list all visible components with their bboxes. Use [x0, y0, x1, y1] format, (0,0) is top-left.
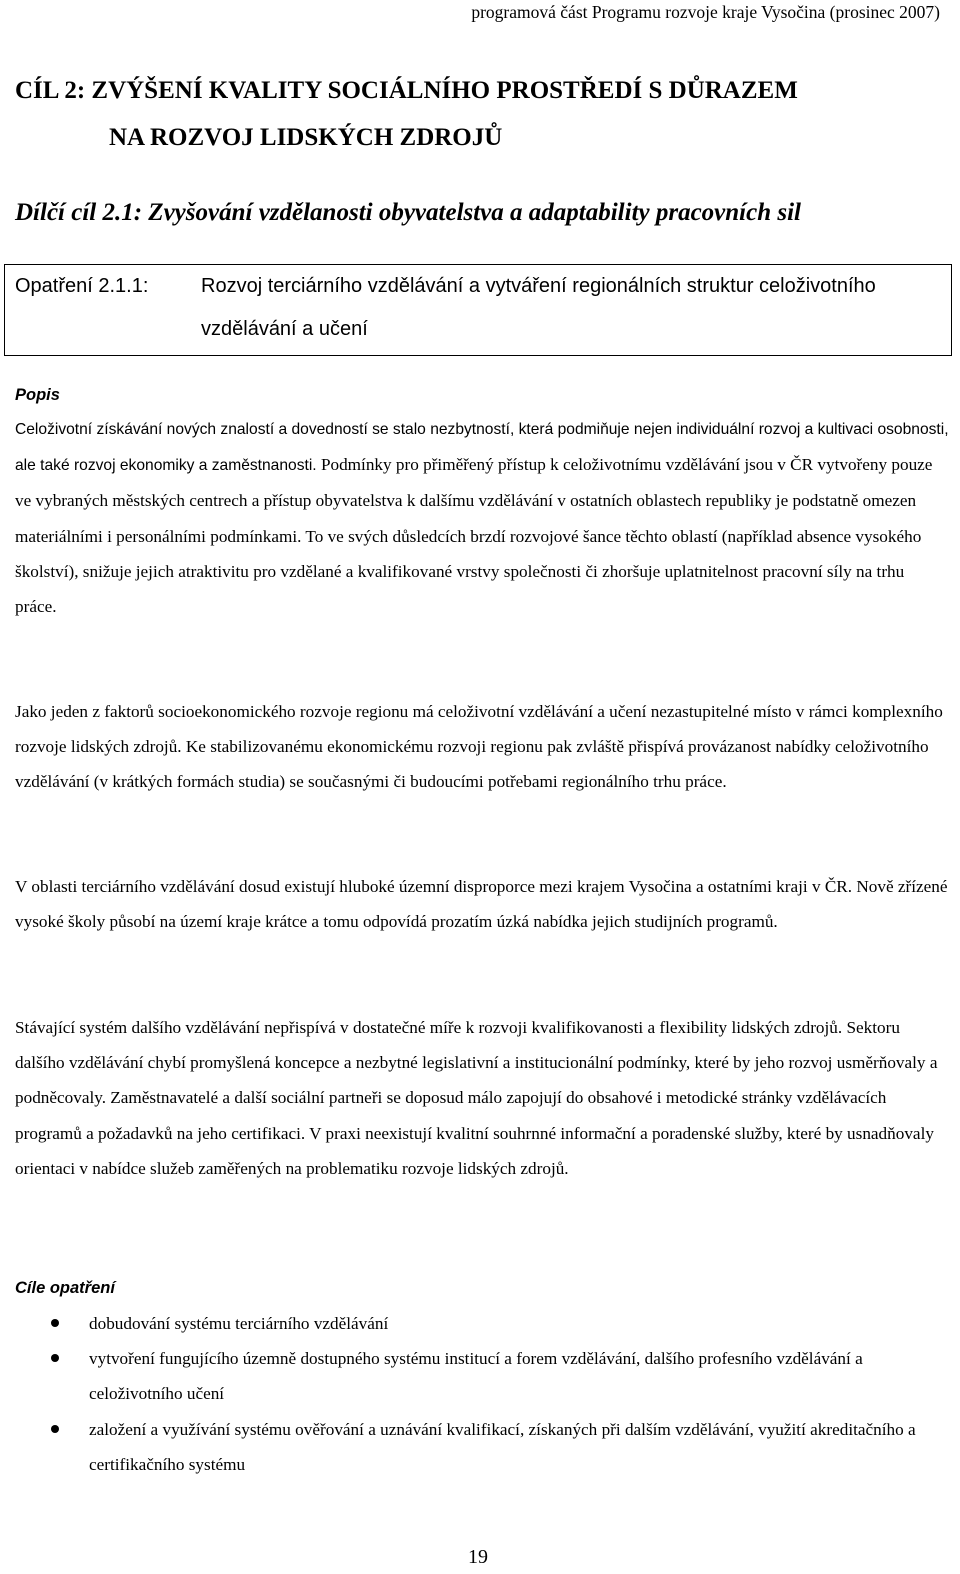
list-item [0, 1306, 950, 1341]
description-heading: Popis [15, 386, 60, 404]
measure-text: Rozvoj terciárního vzdělávání a vytváření regionálních struktur celoživotního vzdělávání a učení [201, 275, 876, 340]
bullet-icon [51, 1319, 59, 1327]
goal-title [15, 67, 945, 161]
objectives-heading: Cíle opatření [15, 1279, 115, 1297]
page-number: 19 [468, 1546, 488, 1568]
list-item-text: založení a využívání systému ověřování a uznávání kvalifikací, získaných při dalším vzdělávání, využití akreditačního a certifikačního systému [89, 1419, 916, 1474]
description-paragraph-1-serif: Podmínky pro přiměřený přístup k celoživotnímu vzdělávání jsou v ČR vytvořeny pouze ve vybraných městských centrech a přístup obyvatelstva k dalšímu vzdělávání v ostatních oblastech republiky je podstatně omezen materiálními i personálními podmínkami. To ve svých důsledcích brzdí rozvojové šance těchto oblastí (například absence vysokého školství), snižuje jejich atraktivitu pro vzdělané a kvalifikované vrstvy společnosti či zhoršuje uplatnitelnost pracovní síly na trhu práce. [15, 455, 933, 617]
description-paragraph-2: Jako jeden z faktorů socioekonomického rozvoje regionu má celoživotní vzdělávání a učení nezastupitelné místo v rámci komplexního rozvoje lidských zdrojů. Ke stabilizovanému ekonomickému rozvoji regionu pak zvláště přispívá provázanost nabídky celoživotního vzdělávání (v krátkých formách studia) se současnými či budoucími potřebami regionálního trhu práce. [15, 702, 943, 792]
description-paragraph-3: V oblasti terciárního vzdělávání dosud existují hluboké územní disproporce mezi krajem Vysočina a ostatními kraji v ČR. Nově zřízené vysoké školy působí na území kraje krátce a tomu odpovídá prozatím úzká nabídka jejich studijních programů. [15, 877, 948, 932]
subgoal-title: Dílčí cíl 2.1: Zvyšování vzdělanosti obyvatelstva a adaptability pracovních sil [15, 199, 801, 226]
bullet-icon [51, 1354, 59, 1362]
description-paragraph-4: Stávající systém dalšího vzdělávání nepřispívá v dostatečné míře k rozvoji kvalifikovanosti a flexibility lidských zdrojů. Sektoru dalšího vzdělávání chybí promyšlená koncepce a nezbytné legislativní a institucionální podmínky, které by jeho rozvoj usměrňovaly a podněcovaly. Zaměstnavatelé a další sociální partneři se doposud málo zapojují do obsahové i metodické stránky vzdělávacích programů a požadavků na jeho certifikaci. V praxi neexistují kvalitní souhrnné informační a poradenské služby, které by usnadňovaly orientaci v nabídce služeb zaměřených na problematiku rozvoje lidských zdrojů. [15, 1018, 938, 1178]
list-item [0, 1412, 950, 1482]
goal-title-line1: CÍL 2: ZVÝŠENÍ KVALITY SOCIÁLNÍHO PROSTŘEDÍ S DŮRAZEM [15, 77, 798, 104]
bullet-icon [51, 1425, 59, 1433]
description-paragraph-1-sans: Celoživotní získávání nových znalostí a dovedností se stalo nezbytností, která podmiňuje nejen individuální rozvoj a kultivaci osobnosti, ale také rozvoj ekonomiky a zaměstnanosti. [15, 421, 949, 475]
running-header: programová část Programu rozvoje kraje Vysočina (prosinec 2007) [471, 2, 940, 22]
measure-box [4, 264, 952, 356]
description-paragraph-1 [15, 411, 950, 624]
measure-label: Opatření 2.1.1: [15, 275, 149, 297]
goal-title-line2: NA ROZVOJ LIDSKÝCH ZDROJŮ [109, 124, 503, 151]
list-item-text: vytvoření fungujícího územně dostupného systému institucí a forem vzdělávání, dalšího profesního vzdělávání a celoživotního učení [89, 1349, 863, 1404]
objectives-list [0, 1306, 950, 1482]
list-item-text: dobudování systému terciárního vzdělávání [89, 1314, 389, 1333]
list-item [0, 1341, 950, 1411]
